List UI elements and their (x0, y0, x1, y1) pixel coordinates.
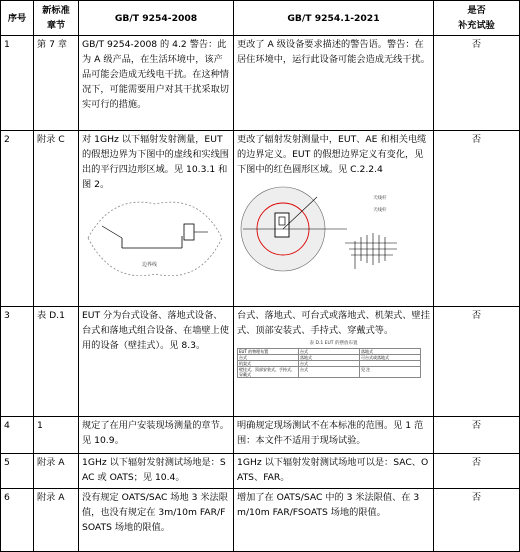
mini-cell: 台式 (299, 367, 360, 378)
row-new-cell (234, 131, 434, 307)
row-old-text: GB/T 9254-2008 的 4.2 警告：此为 A 级产品，在生活环境中，该产品可能会造成无线电干扰。在这种情况下，可能需要用户对其干扰采取切实可行的措施。 (79, 36, 234, 131)
row-section: 附录 A (34, 489, 79, 552)
row-supplement: 否 (434, 417, 520, 454)
row-index: 5 (1, 454, 34, 489)
header-section (34, 1, 79, 36)
mini-cell: 台式 (299, 349, 360, 355)
row-old-text: 规定了在用户安装现场测量的章节。见 10.9。 (79, 417, 234, 454)
table-row (1, 417, 520, 454)
header-supplement (434, 1, 520, 36)
old-boundary-figure (82, 198, 228, 276)
table-row (1, 307, 520, 417)
table-row (1, 489, 520, 552)
new-figure-label-1: 天线杆 (373, 196, 387, 201)
old-figure-label: 边界线 (142, 262, 158, 268)
header-row (1, 1, 520, 36)
mini-table (237, 348, 421, 378)
row-section: 附录 A (34, 454, 79, 489)
row-supplement: 否 (434, 131, 520, 307)
row-section: 表 D.1 (34, 307, 79, 417)
row-new-text: 台式、落地式、可台式或落地式、机架式、壁挂式、顶部安装式、手持式、穿戴式等。 (237, 310, 430, 336)
row-index: 4 (1, 417, 34, 454)
row-old-text: 没有规定 OATS/SAC 场地 3 米法限值，也没有规定在 3m/10m FAR/FSOATS 场地的限值。 (79, 489, 234, 552)
header-old-standard: GB/T 9254-2008 (79, 1, 234, 36)
mini-row (238, 367, 421, 378)
row-old-text: 对 1GHz 以下辐射发射测量，EUT 的假想边界为下图中的虚线和实线围出的平行四边形区域。见 10.3.1 和图 2。 (82, 134, 229, 190)
row-new-cell (234, 307, 434, 417)
row-supplement: 否 (434, 454, 520, 489)
row-index: 2 (1, 131, 34, 307)
mini-cell: 落地式 (299, 355, 360, 361)
row-supplement: 否 (434, 36, 520, 131)
header-index: 序号 (1, 1, 34, 36)
new-boundary-figure (237, 183, 417, 275)
row-supplement: 否 (434, 489, 520, 552)
row-new-text: 增加了在 OATS/SAC 中的 3 米法限值、在 3m/10m FAR/FSOATS 场地的限值。 (234, 489, 434, 552)
header-supplement-line2: 补充试验 (458, 20, 495, 31)
mini-cell: 台式 (238, 355, 299, 361)
header-section-line1: 新标准 (42, 5, 70, 16)
mini-table-title: 表 D.1 EUT 的摆放布置 (309, 341, 358, 346)
row-old-cell (79, 131, 234, 307)
row-old-text: EUT 分为台式设备、落地式设备、台式和落地式组合设备、在墙壁上使用的设备（壁挂式）。见 8.3。 (79, 307, 234, 417)
header-supplement-line1: 是否 (467, 5, 486, 16)
row-index: 3 (1, 307, 34, 417)
mini-cell: 见 注 (360, 367, 421, 378)
table-row (1, 131, 520, 307)
mini-cell: 可台式或落地式 (360, 355, 421, 361)
row-supplement: 否 (434, 307, 520, 417)
row-section: 附录 C (34, 131, 79, 307)
row-new-text: 1GHz 以下辐射发射测试场地可以是：SAC、OATS、FAR。 (234, 454, 434, 489)
table-row (1, 36, 520, 131)
row-new-text: 更改了 A 级设备要求描述的警告语。警告：在居住环境中，运行此设备可能会造成无线干扰。 (234, 36, 434, 131)
row-new-text: 更改了辐射发射测量中，EUT、AE 和相关电缆的边界定义。EUT 的假想边界定义有变化，见下图中的红色圆形区域。见 C.2.2.4 (237, 134, 427, 175)
row-old-text: 1GHz 以下辐射发射测试场地是：SAC 或 OATS；见 10.4。 (79, 454, 234, 489)
mini-cell: 壁挂式、顶部安装式、手持式、穿戴式 (238, 367, 299, 378)
row-section: 1 (34, 417, 79, 454)
header-new-standard: GB/T 9254.1-2021 (234, 1, 434, 36)
mini-cell: 台式 (299, 361, 360, 367)
new-figure-label-2: 天线杆 (373, 208, 387, 213)
mini-cell: 落地式 (360, 349, 421, 355)
row-index: 6 (1, 489, 34, 552)
row-section: 第 7 章 (34, 36, 79, 131)
table-row (1, 454, 520, 489)
header-section-line2: 章节 (46, 20, 66, 31)
mini-cell: 机架式 (238, 361, 299, 367)
row-index: 1 (1, 36, 34, 131)
mini-cell: EUT 的物理布置 (238, 349, 299, 355)
row-new-text: 明确规定现场测试不在本标准的范围。见 1 范围：本文件不适用于现场试验。 (234, 417, 434, 454)
